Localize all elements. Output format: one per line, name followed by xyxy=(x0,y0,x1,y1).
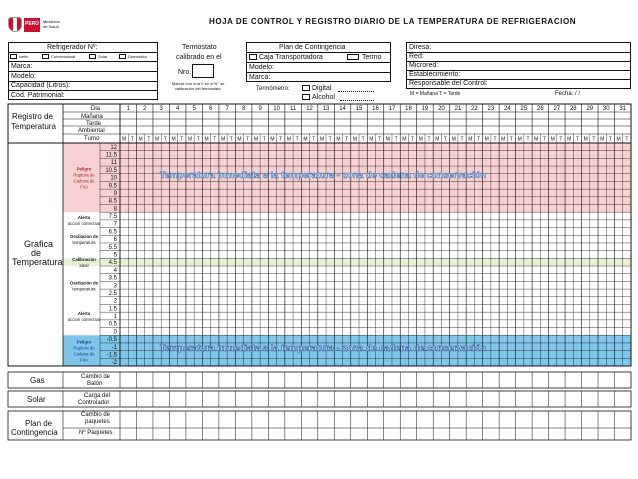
zone-label-line: Ruptura de xyxy=(73,172,95,178)
turn-t: T xyxy=(625,136,629,143)
gas-sub-2: Balón xyxy=(87,381,103,387)
turn-m: M xyxy=(138,136,143,143)
option-caja-label: Caja Transportadora xyxy=(259,54,323,61)
temp-tick-label: -1 xyxy=(111,344,117,351)
turn-m: M xyxy=(369,136,374,143)
turn-t: T xyxy=(526,136,530,143)
row-ambiental-label: Ambiental xyxy=(78,128,105,134)
solar-sub-2: Controlador xyxy=(78,400,110,406)
day-number: 11 xyxy=(289,106,297,112)
zone-label-line: Frío xyxy=(80,357,88,363)
day-number: 19 xyxy=(421,106,429,112)
thermo-alcohol-label: Alcohol xyxy=(312,94,335,101)
turn-m: M xyxy=(468,136,473,143)
temp-tick-label: 5.5 xyxy=(108,244,117,251)
temp-tick-label: -0.5 xyxy=(106,337,117,344)
temp-tick-label: 0.5 xyxy=(108,321,117,328)
refrigerator-header: Refrigerador Nº: xyxy=(47,44,98,51)
turn-t: T xyxy=(493,136,497,143)
turn-m: M xyxy=(451,136,456,143)
temp-tick-label: 11 xyxy=(110,160,117,167)
temp-tick-label: -2 xyxy=(111,360,117,367)
turn-m: M xyxy=(319,136,325,143)
type-solar-label: Solar xyxy=(98,54,108,59)
day-number: 5 xyxy=(192,106,196,112)
solar-sub-1: Carga del xyxy=(84,393,111,399)
turn-m: M xyxy=(534,136,539,143)
graph-label-2: de xyxy=(31,248,42,258)
temp-tick-label: 4.5 xyxy=(108,260,117,267)
temp-tick-label: 12 xyxy=(110,144,117,151)
turn-m: M xyxy=(220,136,226,143)
field-cod-patrimonial: Cód. Patrimonial: xyxy=(11,92,65,99)
day-number: 22 xyxy=(471,106,478,112)
thermostat-nro-label: Nro. xyxy=(178,69,192,76)
turn-t: T xyxy=(147,136,151,143)
banner-bottom: Temperatura inmediata a la temperatura - zona de cadena de conservación xyxy=(160,343,487,353)
day-number: 26 xyxy=(536,106,544,112)
logo-ministry-line-2: de Salud xyxy=(43,24,59,29)
turn-m: M xyxy=(501,136,506,143)
turn-t: T xyxy=(460,136,464,143)
registro-label-2: Temperatura xyxy=(11,122,56,131)
option-termo-label: Termo xyxy=(362,54,382,61)
temp-tick-label: 5 xyxy=(113,252,117,259)
zone-label-line: acción correctiva xyxy=(67,317,101,323)
turn-t: T xyxy=(312,136,316,143)
day-number: 23 xyxy=(487,106,495,112)
turn-m: M xyxy=(600,136,605,143)
turn-m: M xyxy=(550,136,555,143)
zone-label-line: temperatura xyxy=(72,286,96,292)
turn-m: M xyxy=(122,136,127,143)
zone-label-line: Peligro xyxy=(76,339,92,345)
field-marca: Marca: xyxy=(11,63,33,70)
temp-tick-label: 7 xyxy=(113,221,117,228)
turn-t: T xyxy=(295,136,299,143)
plan-label-2: Contingencia xyxy=(11,428,58,437)
turn-t: T xyxy=(279,136,283,143)
temp-tick-label: 6.5 xyxy=(108,229,117,236)
logo-ministry-line-1: Ministerio xyxy=(43,19,61,24)
turn-t: T xyxy=(213,136,217,143)
banner-top: Temperatura inmediata a la temperatura - zona de cadena de conservación xyxy=(160,170,487,180)
contingency-title: Plan de Contingencia xyxy=(279,44,346,51)
day-number: 7 xyxy=(225,106,229,112)
page-title: HOJA DE CONTROL Y REGISTRO DIARIO DE LA TEMPERATURA DE REFRIGERACION xyxy=(209,17,577,26)
thermostat-title-1: Termostato xyxy=(182,44,217,51)
turn-m: M xyxy=(402,136,407,143)
turn-m: M xyxy=(352,136,357,143)
day-number: 30 xyxy=(602,106,610,112)
day-number: 12 xyxy=(306,106,313,112)
thermostat-title-2: calibrado en el xyxy=(176,54,222,61)
turn-t: T xyxy=(542,136,546,143)
turn-t: T xyxy=(608,136,612,143)
turn-m: M xyxy=(270,136,275,143)
temp-tick-label: 3 xyxy=(113,283,117,290)
day-number: 20 xyxy=(438,106,445,112)
temp-tick-label: 10.5 xyxy=(105,167,117,174)
graph-label-1: Grafica xyxy=(24,239,54,249)
turn-t: T xyxy=(130,136,134,143)
turn-t: T xyxy=(444,136,448,143)
turn-t: T xyxy=(476,136,481,143)
field-responsable: Responsable del Control: xyxy=(409,80,488,87)
turn-m: M xyxy=(616,136,621,143)
zone-label-line: Peligro xyxy=(76,166,92,172)
temp-tick-label: 6 xyxy=(113,237,117,244)
day-number: 6 xyxy=(208,106,213,112)
type-icelin-label: Icelin xyxy=(19,54,29,59)
day-number: 17 xyxy=(388,106,396,112)
day-number: 13 xyxy=(322,106,330,112)
dia-header: Dia xyxy=(91,106,101,112)
day-number: 14 xyxy=(339,106,346,112)
turn-m: M xyxy=(418,136,423,143)
field-establecimiento: Establecimiento: xyxy=(409,71,461,78)
turn-m: M xyxy=(484,136,489,143)
temp-tick-label: 2 xyxy=(113,298,117,305)
graph-label-3: Temperatura xyxy=(12,257,63,267)
day-number: 2 xyxy=(143,106,147,112)
temp-tick-label: -1.5 xyxy=(106,352,117,359)
turn-m: M xyxy=(517,136,522,143)
row-tarde-label: Tarde xyxy=(86,121,102,127)
temp-tick-label: 8.5 xyxy=(108,198,117,205)
turn-t: T xyxy=(246,136,250,143)
zone-label-line: acción correctiva xyxy=(67,220,101,226)
turn-t: T xyxy=(394,136,398,143)
day-number: 28 xyxy=(569,106,577,112)
turn-t: T xyxy=(196,136,200,143)
turn-t: T xyxy=(427,136,431,143)
turn-m: M xyxy=(286,136,292,143)
logo-peru-text: PERÚ xyxy=(25,21,39,27)
temp-tick-label: 10 xyxy=(110,175,117,182)
zone-label-line: Cadena de xyxy=(73,178,95,184)
temp-tick-label: 9 xyxy=(113,190,117,197)
zone-label-line: ideal xyxy=(79,263,89,269)
turn-m: M xyxy=(171,136,176,143)
turn-m: M xyxy=(567,136,572,143)
turn-t: T xyxy=(411,136,415,143)
day-number: 27 xyxy=(553,106,561,112)
contingency-modelo: Modelo: xyxy=(249,64,274,71)
turn-m: M xyxy=(435,136,440,143)
contingency-marca: Marca: xyxy=(249,74,271,81)
turn-m: M xyxy=(253,136,259,143)
turn-t: T xyxy=(229,136,233,143)
zone-label-line: Alerta xyxy=(77,214,91,220)
temp-tick-label: 7.5 xyxy=(108,214,117,221)
field-microred: Microred: xyxy=(409,62,439,69)
zone-label-line: Alerta xyxy=(77,311,91,317)
zone-label-line: Frío xyxy=(80,184,88,190)
temp-tick-label: 0 xyxy=(113,329,117,336)
temp-tick-label: 8 xyxy=(113,206,117,213)
zone-label-line: Oscilación de xyxy=(70,280,98,286)
solar-label: Solar xyxy=(27,395,46,404)
temp-tick-label: 11.5 xyxy=(105,152,117,159)
day-number: 8 xyxy=(241,106,246,112)
day-number: 31 xyxy=(619,106,627,112)
day-number: 16 xyxy=(372,106,379,112)
type-domestico-label: Domestico xyxy=(128,54,147,59)
turn-t: T xyxy=(180,136,184,143)
row-manana-label: Mañana xyxy=(81,114,103,120)
day-number: 15 xyxy=(355,106,363,112)
day-number: 3 xyxy=(159,106,163,112)
temp-tick-label: 1.5 xyxy=(108,306,117,313)
date-field[interactable]: Fecha: / / xyxy=(555,91,581,97)
thermo-digital-label: Digital xyxy=(312,85,332,92)
turn-t: T xyxy=(509,136,514,143)
plan-sub-1: Cambio de xyxy=(81,412,111,418)
zone-label-line: Cadena de xyxy=(73,351,95,357)
turn-m: M xyxy=(187,136,193,143)
turn-t: T xyxy=(328,136,332,143)
registro-label-1: Registro de xyxy=(12,112,53,121)
day-number: 25 xyxy=(520,106,528,112)
field-diresa: Diresa: xyxy=(409,44,432,51)
turn-t: T xyxy=(361,136,365,143)
field-red: Red: xyxy=(409,53,424,60)
temp-tick-label: 4 xyxy=(113,267,117,274)
temp-tick-label: 9.5 xyxy=(108,183,117,190)
day-number: 29 xyxy=(586,106,594,112)
day-number: 24 xyxy=(504,106,511,112)
turn-m: M xyxy=(385,136,390,143)
day-number: 1 xyxy=(126,106,130,112)
thermostat-note-2: calibración del termostato xyxy=(175,86,221,91)
plan-label-1: Plan de xyxy=(25,419,53,428)
turn-t: T xyxy=(559,136,563,143)
turn-m: M xyxy=(155,136,160,143)
turn-t: T xyxy=(592,136,596,143)
turn-m: M xyxy=(204,136,209,143)
gas-label: Gas xyxy=(30,376,45,385)
thermostat-note-1: Marcar con una X en el N° de xyxy=(172,81,225,86)
turn-m: M xyxy=(303,136,308,143)
turn-t: T xyxy=(262,136,266,143)
turn-m: M xyxy=(583,136,588,143)
thermometer-label: Termómetro: xyxy=(256,86,290,92)
turn-t: T xyxy=(163,136,167,143)
zone-label-line: temperatura xyxy=(72,240,96,246)
temp-tick-label: 3.5 xyxy=(108,275,117,282)
turno-label: Turno xyxy=(84,136,100,142)
field-modelo: Modelo: xyxy=(11,73,36,80)
zone-label-line: Ruptura de xyxy=(73,345,95,351)
gas-sub-1: Cambio de xyxy=(81,374,111,380)
day-number: 4 xyxy=(176,106,180,112)
type-convencional-label: Convencional xyxy=(51,54,76,59)
turn-m: M xyxy=(336,136,341,143)
turn-t: T xyxy=(575,136,579,143)
day-number: 9 xyxy=(258,106,262,112)
plan-sub-3: Nº Paquetes xyxy=(79,430,113,436)
day-number: 21 xyxy=(454,106,462,112)
turn-legend: M = Mañana T = Tarde xyxy=(410,91,461,97)
turn-t: T xyxy=(345,136,349,143)
day-number: 18 xyxy=(405,106,412,112)
day-number: 10 xyxy=(273,106,280,112)
plan-sub-2: paquetes xyxy=(85,419,110,425)
temp-tick-label: 2.5 xyxy=(108,290,117,297)
field-capacidad: Capacidad (Litros): xyxy=(11,82,71,89)
temp-tick-label: 1 xyxy=(113,314,117,321)
zone-label-line: Calibración xyxy=(72,257,96,263)
turn-m: M xyxy=(237,136,242,143)
zone-label-line: Oscilación de xyxy=(70,234,98,240)
turn-t: T xyxy=(378,136,382,143)
